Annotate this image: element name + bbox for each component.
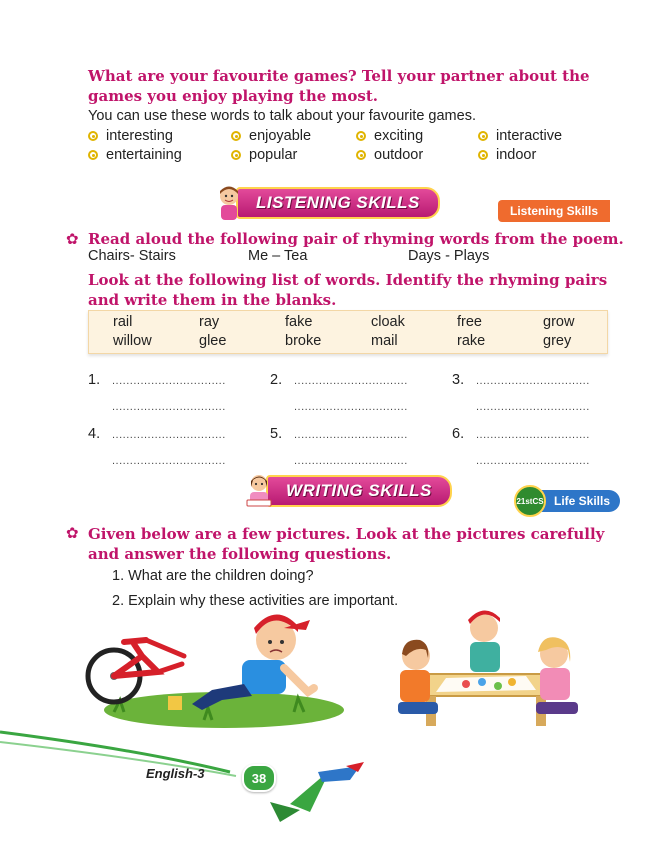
word-option: interactive <box>478 128 618 144</box>
answer-blanks <box>88 372 608 470</box>
writing-instruction: Given below are a few pictures. Look at the pictures carefully and answer the following questions. <box>88 525 605 563</box>
bullet-icon <box>356 150 366 160</box>
bullet-icon <box>478 150 488 160</box>
writing-banner-label: WRITING SKILLS <box>266 475 452 507</box>
word-option: popular <box>231 147 356 163</box>
blank-line[interactable]: ................................ <box>476 375 590 387</box>
life-skills-tag-group <box>514 485 620 517</box>
answer-blank: 3. ................................ ................................ <box>452 372 608 416</box>
question-item: 2. Explain why these activities are important. <box>112 593 399 609</box>
flower-icon: ✿ <box>66 525 79 542</box>
blank-line[interactable]: ................................ <box>294 401 408 413</box>
bullet-icon <box>231 131 241 141</box>
blank-line[interactable]: ................................ <box>294 455 408 467</box>
word-list-item: fake <box>285 314 313 330</box>
blank-line[interactable]: ................................ <box>112 429 226 441</box>
answer-blank: 1. ................................ ................................ <box>88 372 270 416</box>
word-option: enjoyable <box>231 128 356 144</box>
word-options <box>88 128 648 163</box>
rhyming-pairs <box>88 248 528 264</box>
blank-line[interactable]: ................................ <box>112 401 226 413</box>
word-list-item: free <box>457 314 482 330</box>
question-item: 1. What are the children doing? <box>112 568 314 584</box>
life-skills-tag: Life Skills <box>536 490 620 512</box>
blank-line[interactable]: ................................ <box>476 401 590 413</box>
word-list-item: grow <box>543 314 575 330</box>
word-list-item: grey <box>543 333 572 349</box>
listening-banner-label: LISTENING SKILLS <box>236 187 440 219</box>
bullet-icon <box>88 131 98 141</box>
answer-blank: 6. ................................ ................................ <box>452 426 608 470</box>
answer-blank: 5. ................................ ................................ <box>270 426 452 470</box>
word-list-box <box>88 310 608 354</box>
word-option: interesting <box>88 128 231 144</box>
listening-kid-icon <box>214 184 244 222</box>
blank-line[interactable]: ................................ <box>294 375 408 387</box>
word-list-item: rake <box>457 333 486 349</box>
rhyming-pair: Me – Tea <box>248 248 308 264</box>
question-favourite-games: What are your favourite games? Tell your partner about the games you enjoy playing the most. <box>88 67 590 105</box>
answer-blank: 2. ................................ ................................ <box>270 372 452 416</box>
word-list-item: rail <box>113 314 133 330</box>
word-list-item: glee <box>199 333 227 349</box>
rhyming-pair: Days - Plays <box>408 248 490 264</box>
bullet-icon <box>231 150 241 160</box>
writing-skills-banner <box>244 476 452 506</box>
blank-line[interactable]: ................................ <box>294 429 408 441</box>
children-board-game-illustration <box>386 610 596 738</box>
word-list-item: mail <box>371 333 398 349</box>
word-list-item: ray <box>199 314 220 330</box>
listening-instruction: Read aloud the following pair of rhyming words from the poem. <box>88 230 624 248</box>
boy-fallen-bicycle-illustration <box>84 612 344 732</box>
word-option: outdoor <box>356 147 478 163</box>
writing-kid-icon <box>244 472 274 510</box>
blank-line[interactable]: ................................ <box>476 429 590 441</box>
bullet-icon <box>478 131 488 141</box>
flower-icon: ✿ <box>66 231 79 248</box>
bullet-icon <box>88 150 98 160</box>
word-list-item: cloak <box>371 314 405 330</box>
rhyming-pair: Chairs- Stairs <box>88 248 176 264</box>
question-subtitle: You can use these words to talk about your favourite games. <box>88 108 476 124</box>
word-option: exciting <box>356 128 478 144</box>
blank-line[interactable]: ................................ <box>112 455 226 467</box>
listening-instruction-2: Look at the following list of words. Identify the rhyming pairs and write them in the blanks. <box>88 271 608 309</box>
word-option: indoor <box>478 147 618 163</box>
word-list-item: willow <box>113 333 152 349</box>
listening-skills-banner <box>214 188 440 218</box>
word-list-item: broke <box>285 333 322 349</box>
21st-century-skills-badge: 21stCS <box>514 485 546 517</box>
blank-line[interactable]: ................................ <box>476 455 590 467</box>
blank-line[interactable]: ................................ <box>112 375 226 387</box>
listening-skills-tag: Listening Skills <box>498 200 610 222</box>
page-number-badge: 38 <box>242 764 276 792</box>
bullet-icon <box>356 131 366 141</box>
question-list <box>112 564 398 614</box>
book-title: English-3 <box>146 766 205 781</box>
word-option: entertaining <box>88 147 231 163</box>
answer-blank: 4. ................................ ................................ <box>88 426 270 470</box>
